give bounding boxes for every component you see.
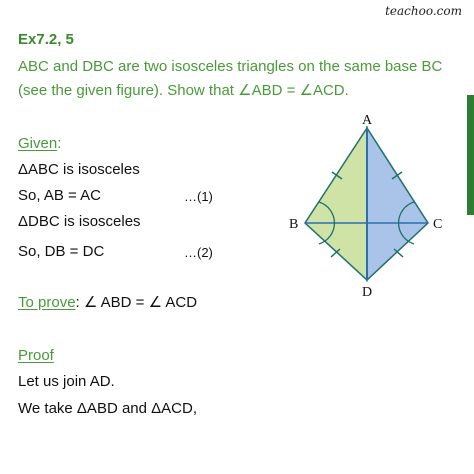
question-text: ABC and DBC are two isosceles triangles on the same base BC (see the given figure). Show that ∠ABD = ∠ACD.	[18, 58, 443, 99]
vertex-label-a: A	[362, 113, 373, 128]
proof-heading: Proof	[18, 347, 54, 364]
proof-line-2: We take ΔABD and ΔACD,	[18, 400, 197, 417]
equation-ref-1: …(1)	[184, 189, 213, 204]
to-prove-statement: : ∠ ABD = ∠ ACD	[75, 294, 198, 311]
given-line-4: So, DB = DC	[18, 243, 105, 260]
equation-ref-2: …(2)	[184, 245, 213, 260]
given-heading-row	[18, 135, 61, 152]
to-prove-heading: To prove	[18, 294, 76, 311]
vertex-label-d: D	[362, 285, 373, 300]
proof-line-1: Let us join AD.	[18, 373, 115, 390]
to-prove-row	[18, 293, 197, 311]
given-heading: Given	[18, 135, 58, 152]
triangle-acd-fill	[367, 128, 428, 280]
kite-figure	[285, 110, 450, 300]
given-line-3: ΔDBC is isosceles	[18, 213, 141, 230]
triangle-abd-fill	[305, 128, 367, 280]
given-line-2: So, AB = AC	[18, 187, 101, 204]
exercise-title: Ex7.2, 5	[18, 31, 74, 48]
proof-heading-row	[18, 347, 54, 364]
given-line-1: ΔABC is isosceles	[18, 161, 140, 178]
brand-logo: teachoo.com	[385, 4, 462, 18]
vertex-label-b: B	[289, 217, 299, 232]
side-accent-bar	[467, 95, 474, 215]
vertex-label-c: C	[433, 217, 443, 232]
given-colon: :	[57, 135, 62, 152]
